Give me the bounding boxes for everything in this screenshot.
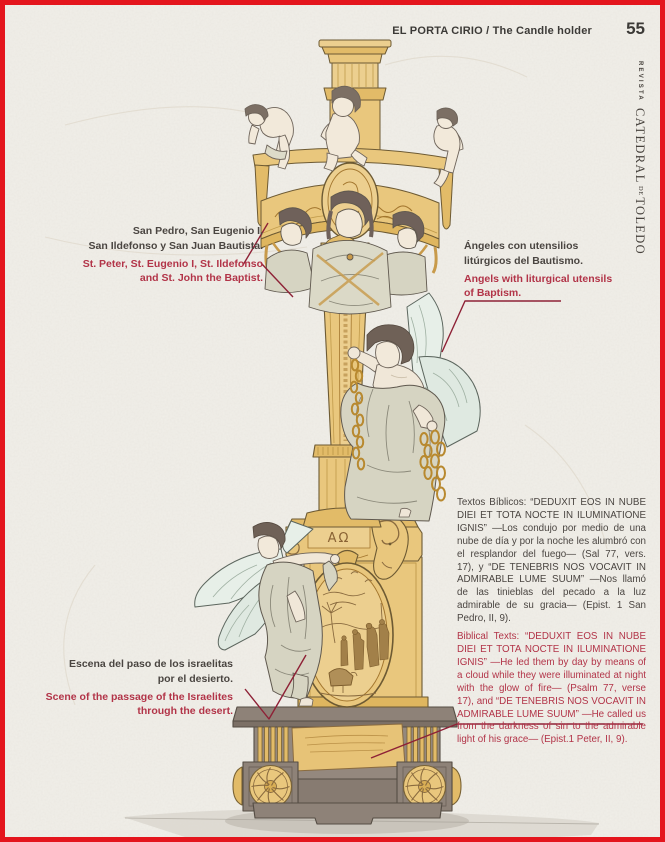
annotation-saints-es-line1: San Pedro, San Eugenio I, <box>132 225 263 237</box>
biblical-text-en: Biblical Texts: “DEDUXIT EOS IN NUBE DIEI ET TOTA NOCTE IN ILUMINATIONE IGNIS” —He led them by day by means of a cloud while they were illuminated at night with the glow of fire— (Psalm 77, verse 17), and “DE TENEBRIS NOS VOCAVIT IN ADMIRABLE LUME SUUM” —He called us from the darkness of sin to the admirable light of his grace— (Epist.1 Peter, II, 9). <box>457 631 646 746</box>
annotation-saints-en-line1: St. Peter, St. Eugenio I, St. Ildefonso <box>82 257 263 270</box>
annotation-angels-en-line1: Angels with liturgical utensils <box>464 272 613 285</box>
annotation-saints <box>63 224 263 286</box>
annotation-angels <box>464 239 664 301</box>
logo-toledo: TOLEDO <box>633 197 647 255</box>
annotation-angels-es-line2: litúrgicos del Bautismo. <box>464 254 584 267</box>
biblical-texts-block <box>457 497 646 747</box>
annotation-angels-es-line1: Ángeles con utensilios <box>464 240 579 252</box>
annotation-scene <box>33 657 233 719</box>
magazine-logo <box>632 61 648 255</box>
annotation-scene-es-line1: Escena del paso de los israelitas <box>69 658 233 670</box>
logo-revista: REVISTA <box>637 61 643 102</box>
annotation-scene-en-line2: through the desert. <box>137 705 233 718</box>
biblical-text-es: Textos Bíblicos: “DEDUXIT EOS IN NUBE DIEI ET TOTA NOCTE IN ILUMINATIONE IGNIS” —Los condujo por medio de una nube de día y por la noche les alumbró con el resplandor del fuego— (Sal 77, vers. 17), y “DE TENEBRIS NOS VOCAVIT IN ADMIRABLE LUME SUUM” —Nos llamó de las tinieblas del pecado a la luz admirable de su gracia— (Epist. 1 San Pedro, II, 9). <box>457 497 646 625</box>
annotation-scene-es-line2: por el desierto. <box>157 672 233 685</box>
logo-catedral: CATEDRAL <box>633 107 647 184</box>
annotation-saints-es-line2: San Ildefonso y San Juan Bautista. <box>88 239 263 252</box>
alpha-omega-inscription: AΩ <box>327 531 351 546</box>
logo-de: DE <box>637 185 644 196</box>
page-number: 55 <box>626 19 645 38</box>
annotation-angels-en-line2: of Baptism. <box>464 287 522 300</box>
rosette-right <box>404 766 446 808</box>
rosette-left <box>250 766 292 808</box>
base-gold-plaque <box>292 724 405 771</box>
annotation-scene-en-line1: Scene of the passage of the Israelites <box>45 690 233 703</box>
base <box>233 707 461 824</box>
page-header-title: EL PORTA CIRIO / The Candle holder <box>392 25 592 37</box>
annotation-saints-en-line2: and St. John the Baptist. <box>139 272 263 285</box>
